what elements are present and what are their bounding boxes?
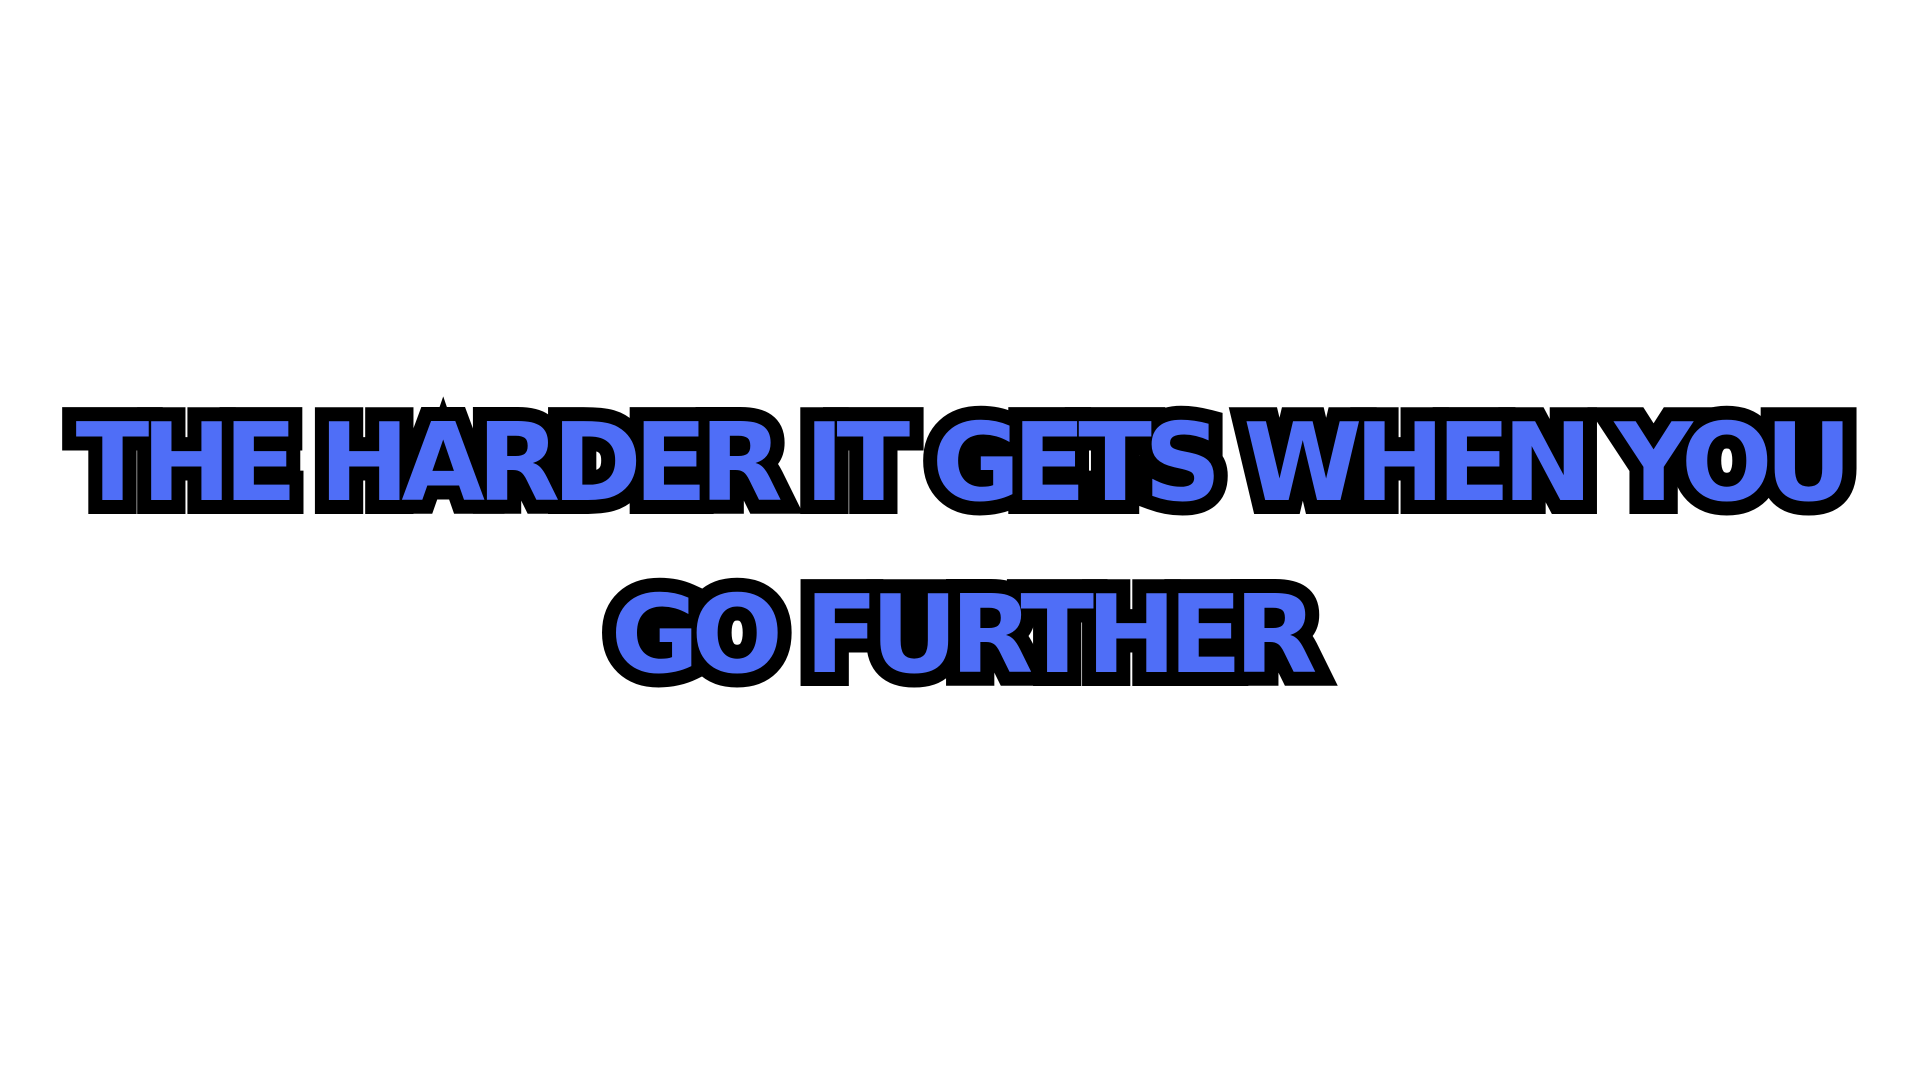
- headline-line-2: [0, 550, 1920, 722]
- headline-line-2-text: GO FURTHER: [610, 573, 1310, 698]
- headline: [0, 378, 1920, 722]
- headline-line-1: [0, 378, 1920, 550]
- headline-line-1-text: THE HARDER IT GETS WHEN YOU: [75, 401, 1845, 526]
